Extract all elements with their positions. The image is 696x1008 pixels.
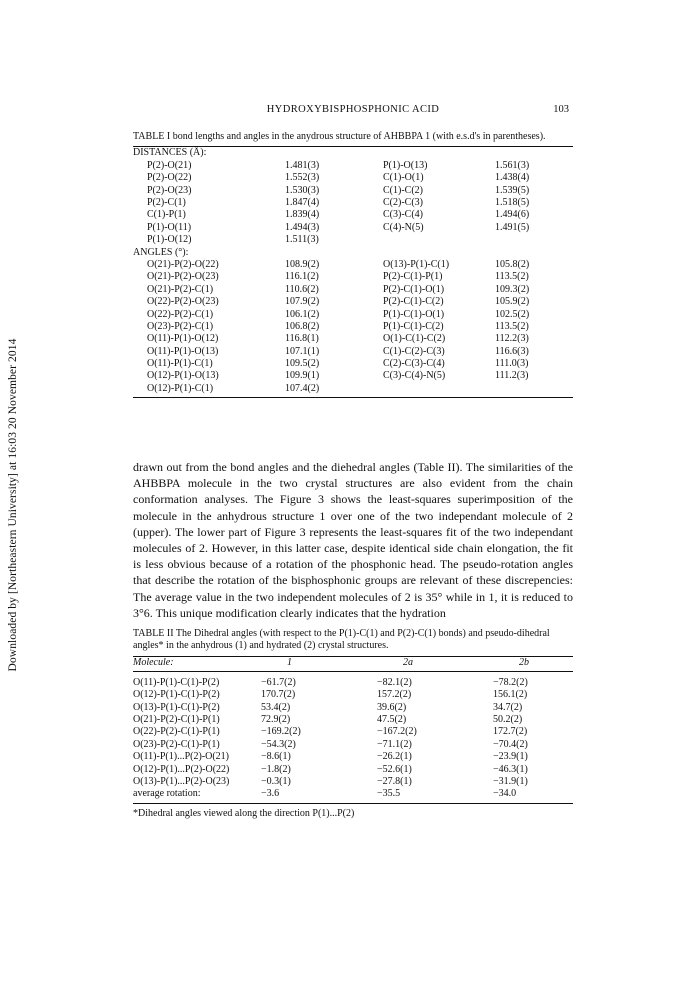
dihedral-atoms-cell: average rotation: xyxy=(133,788,201,800)
angle-atoms-cell: O(12)-P(1)-C(1) xyxy=(147,382,214,394)
angle-value-cell: 102.5(2) xyxy=(495,308,530,320)
table-row xyxy=(133,358,573,370)
bond-cell: C(1)-O(1) xyxy=(383,172,424,184)
angle-value-cell: 116.1(2) xyxy=(285,271,319,283)
angle-atoms-cell: C(2)-C(3)-C(4) xyxy=(383,358,445,370)
page-number: 103 xyxy=(553,104,569,115)
molecule-2a-header: 2a xyxy=(403,656,413,668)
table-row xyxy=(133,209,573,221)
table-row xyxy=(133,788,573,800)
table-row xyxy=(133,677,573,689)
molecule-1-header: 1 xyxy=(287,656,292,668)
angle-atoms-cell: P(2)-C(1)-O(1) xyxy=(383,283,445,295)
dihedral-atoms-cell: O(13)-P(1)-C(1)-P(2) xyxy=(133,701,220,713)
table-row xyxy=(133,346,573,358)
table-row xyxy=(133,172,573,184)
angle-value-cell: 116.6(3) xyxy=(495,345,529,357)
angles-heading: ANGLES (°): xyxy=(133,246,189,258)
molecule-2b-header: 2b xyxy=(519,656,529,668)
table-row xyxy=(133,689,573,701)
molecule-1-cell: 53.4(2) xyxy=(261,701,291,713)
table-row xyxy=(133,284,573,296)
bond-cell: C(4)-N(5) xyxy=(383,221,424,233)
molecule-2a-cell: −167.2(2) xyxy=(377,726,417,738)
download-watermark xyxy=(3,310,23,700)
angle-value-cell: 113.5(2) xyxy=(495,271,529,283)
angle-value-cell: 105.8(2) xyxy=(495,258,530,270)
dihedral-atoms-cell: O(21)-P(2)-C(1)-P(1) xyxy=(133,713,220,725)
dihedral-atoms-cell: O(11)-P(1)...P(2)-O(21) xyxy=(133,751,229,763)
angle-value-cell: 112.2(3) xyxy=(495,333,529,345)
molecule-1-cell: 170.7(2) xyxy=(261,689,296,701)
molecule-1-cell: −8.6(1) xyxy=(261,751,291,763)
angle-atoms-cell: O(11)-P(1)-O(13) xyxy=(147,345,219,357)
table-row xyxy=(133,383,573,395)
molecule-1-cell: −0.3(1) xyxy=(261,775,291,787)
molecule-1-cell: −3.6 xyxy=(261,788,280,800)
angle-atoms-cell: O(1)-C(1)-C(2) xyxy=(383,333,446,345)
table-row xyxy=(133,160,573,172)
molecule-1-cell: −54.3(2) xyxy=(261,738,296,750)
angle-atoms-cell: O(11)-P(1)-C(1) xyxy=(147,358,213,370)
bond-cell: P(2)-O(21) xyxy=(147,159,192,171)
distances-rows xyxy=(133,160,573,247)
angle-value-cell: 105.9(2) xyxy=(495,296,530,308)
angle-atoms-cell: O(23)-P(2)-C(1) xyxy=(147,320,214,332)
table-row xyxy=(133,726,573,738)
table-row xyxy=(133,259,573,271)
molecule-2a-cell: −35.5 xyxy=(377,788,401,800)
table-1-bottom-rule xyxy=(133,397,573,398)
dihedral-atoms-cell: O(12)-P(1)...P(2)-O(22) xyxy=(133,763,230,775)
length-cell: 1.491(5) xyxy=(495,221,530,233)
angle-value-cell: 108.9(2) xyxy=(285,258,320,270)
angle-value-cell: 109.3(2) xyxy=(495,283,530,295)
length-cell: 1.481(3) xyxy=(285,159,320,171)
angle-value-cell: 109.9(1) xyxy=(285,370,320,382)
download-watermark-text: Downloaded by [Northeastern University] at 16:03 20 November 2014 xyxy=(7,338,19,672)
length-cell: 1.530(3) xyxy=(285,184,320,196)
table-2-footnote: *Dihedral angles viewed along the direction P(1)...P(2) xyxy=(133,807,355,819)
table-row xyxy=(133,751,573,763)
table-row xyxy=(133,321,573,333)
angle-atoms-cell: O(12)-P(1)-O(13) xyxy=(147,370,219,382)
table-row xyxy=(133,185,573,197)
dihedral-atoms-cell: O(12)-P(1)-C(1)-P(2) xyxy=(133,689,220,701)
angle-atoms-cell: O(21)-P(2)-O(22) xyxy=(147,258,219,270)
table-row xyxy=(133,739,573,751)
length-cell: 1.438(4) xyxy=(495,172,530,184)
angle-atoms-cell: P(1)-C(1)-O(1) xyxy=(383,308,445,320)
angle-atoms-cell: C(1)-C(2)-C(3) xyxy=(383,345,445,357)
angle-atoms-cell: P(1)-C(1)-C(2) xyxy=(383,320,444,332)
bond-cell: P(2)-O(22) xyxy=(147,172,192,184)
angle-atoms-cell: P(2)-C(1)-P(1) xyxy=(383,271,443,283)
table-2 xyxy=(133,628,573,820)
molecule-1-cell: 72.9(2) xyxy=(261,713,291,725)
angle-atoms-cell: O(22)-P(2)-C(1) xyxy=(147,308,214,320)
angle-atoms-cell: O(21)-P(2)-O(23) xyxy=(147,271,219,283)
length-cell: 1.494(6) xyxy=(495,209,530,221)
table-row xyxy=(133,197,573,209)
angle-value-cell: 107.4(2) xyxy=(285,382,320,394)
angle-value-cell: 106.1(2) xyxy=(285,308,320,320)
body-paragraph-text: drawn out from the bond angles and the diehedral angles (Table II). The similarities of the AHBBPA molecule in the two crystal structures are also evident from the chain conformation analyses. The Figure 3 shows the least-squares superimposition of the molecule in the anhydrous structure 1 over one of the two independant molecule of 2 (upper). The lower part of Figure 3 represents the least-squares fit of the two independant molecules of 2. However, in this latter case, despite identical side chain elongation, the fit is less obvious because of a rotation of the phosphonic head. The pseudo-rotation angles that describe the rotation of the bisphosphonic groups are relevant of these discrepencies: The average value in the two independent molecules of 2 is 35° while in 1, it is reduced to 3°6. This unique modification clearly indicates that the hydration xyxy=(133,460,573,620)
molecule-2a-cell: 157.2(2) xyxy=(377,689,412,701)
angle-value-cell: 109.5(2) xyxy=(285,358,320,370)
molecule-2a-cell: −71.1(2) xyxy=(377,738,412,750)
table-row xyxy=(133,702,573,714)
molecule-2b-cell: −46.3(1) xyxy=(493,763,528,775)
bond-cell: C(2)-C(3) xyxy=(383,196,423,208)
bond-cell: P(1)-O(12) xyxy=(147,234,192,246)
molecule-2a-cell: −26.2(1) xyxy=(377,751,412,763)
dihedral-atoms-cell: O(11)-P(1)-C(1)-P(2) xyxy=(133,676,220,688)
molecule-1-cell: −169.2(2) xyxy=(261,726,301,738)
length-cell: 1.552(3) xyxy=(285,172,320,184)
table-row xyxy=(133,370,573,382)
molecule-2b-cell: 172.7(2) xyxy=(493,726,528,738)
table-row xyxy=(133,333,573,345)
molecule-2a-cell: 47.5(2) xyxy=(377,713,407,725)
angle-atoms-cell: O(11)-P(1)-O(12) xyxy=(147,333,219,345)
angle-value-cell: 107.9(2) xyxy=(285,296,320,308)
table-2-header-rule xyxy=(133,671,573,672)
molecule-2b-cell: 34.7(2) xyxy=(493,701,523,713)
angle-value-cell: 106.8(2) xyxy=(285,320,320,332)
dihedral-atoms-cell: O(13)-P(1)...P(2)-O(23) xyxy=(133,775,230,787)
angle-value-cell: 111.2(3) xyxy=(495,370,529,382)
table-row xyxy=(133,309,573,321)
length-cell: 1.539(5) xyxy=(495,184,530,196)
molecule-2b-cell: −23.9(1) xyxy=(493,751,528,763)
molecule-2a-cell: −82.1(2) xyxy=(377,676,412,688)
length-cell: 1.561(3) xyxy=(495,159,530,171)
bond-cell: C(1)-C(2) xyxy=(383,184,423,196)
table-1-caption: TABLE I bond lengths and angles in the anydrous structure of AHBBPA 1 (with e.s.d's in parentheses). xyxy=(133,131,546,142)
angles-rows xyxy=(133,259,573,395)
molecule-1-cell: −1.8(2) xyxy=(261,763,291,775)
table-2-bottom-rule xyxy=(133,803,573,804)
table-row xyxy=(133,222,573,234)
molecule-2a-cell: −52.6(1) xyxy=(377,763,412,775)
bond-cell: P(1)-O(11) xyxy=(147,221,192,233)
table-row xyxy=(133,296,573,308)
bond-cell: P(2)-C(1) xyxy=(147,196,186,208)
molecule-2a-cell: 39.6(2) xyxy=(377,701,407,713)
angle-value-cell: 107.1(1) xyxy=(285,345,320,357)
table-2-header-row xyxy=(133,657,573,671)
distances-heading: DISTANCES (Å): xyxy=(133,147,207,159)
angle-atoms-cell: P(2)-C(1)-C(2) xyxy=(383,296,444,308)
molecule-2b-cell: 156.1(2) xyxy=(493,689,528,701)
angle-atoms-cell: O(22)-P(2)-O(23) xyxy=(147,296,219,308)
angle-value-cell: 110.6(2) xyxy=(285,283,319,295)
length-cell: 1.847(4) xyxy=(285,196,320,208)
bond-cell: P(1)-O(13) xyxy=(383,159,428,171)
table-2-rows xyxy=(133,677,573,801)
molecule-2b-cell: −70.4(2) xyxy=(493,738,528,750)
table-row xyxy=(133,764,573,776)
angle-atoms-cell: O(13)-P(1)-C(1) xyxy=(383,258,450,270)
angle-atoms-cell: O(21)-P(2)-C(1) xyxy=(147,283,214,295)
dihedral-atoms-cell: O(23)-P(2)-C(1)-P(1) xyxy=(133,738,220,750)
length-cell: 1.494(3) xyxy=(285,221,320,233)
length-cell: 1.839(4) xyxy=(285,209,320,221)
molecule-2b-cell: −78.2(2) xyxy=(493,676,528,688)
length-cell: 1.518(5) xyxy=(495,196,530,208)
molecule-column-header: Molecule: xyxy=(133,656,174,668)
bond-cell: P(2)-O(23) xyxy=(147,184,192,196)
molecule-2b-cell: −31.9(1) xyxy=(493,775,528,787)
molecule-1-cell: −61.7(2) xyxy=(261,676,296,688)
molecule-2b-cell: −34.0 xyxy=(493,788,517,800)
angle-value-cell: 111.0(3) xyxy=(495,358,529,370)
running-title: HYDROXYBISPHOSPHONIC ACID xyxy=(266,104,440,115)
table-row xyxy=(133,271,573,283)
angle-value-cell: 116.8(1) xyxy=(285,333,319,345)
table-row xyxy=(133,234,573,246)
dihedral-atoms-cell: O(22)-P(2)-C(1)-P(1) xyxy=(133,726,220,738)
bond-cell: C(3)-C(4) xyxy=(383,209,423,221)
table-1 xyxy=(133,131,573,398)
bond-cell: C(1)-P(1) xyxy=(147,209,186,221)
molecule-2b-cell: 50.2(2) xyxy=(493,713,523,725)
length-cell: 1.511(3) xyxy=(285,234,319,246)
table-row xyxy=(133,776,573,788)
table-2-caption: TABLE II The Dihedral angles (with respect to the P(1)-C(1) and P(2)-C(1) bonds) and pseudo-dihedral angles* in the anhydrous (1) and hydrated (2) crystal structures. xyxy=(133,628,550,652)
molecule-2a-cell: −27.8(1) xyxy=(377,775,412,787)
body-paragraph xyxy=(133,459,573,621)
angle-value-cell: 113.5(2) xyxy=(495,320,529,332)
angle-atoms-cell: C(3)-C(4)-N(5) xyxy=(383,370,446,382)
table-row xyxy=(133,714,573,726)
